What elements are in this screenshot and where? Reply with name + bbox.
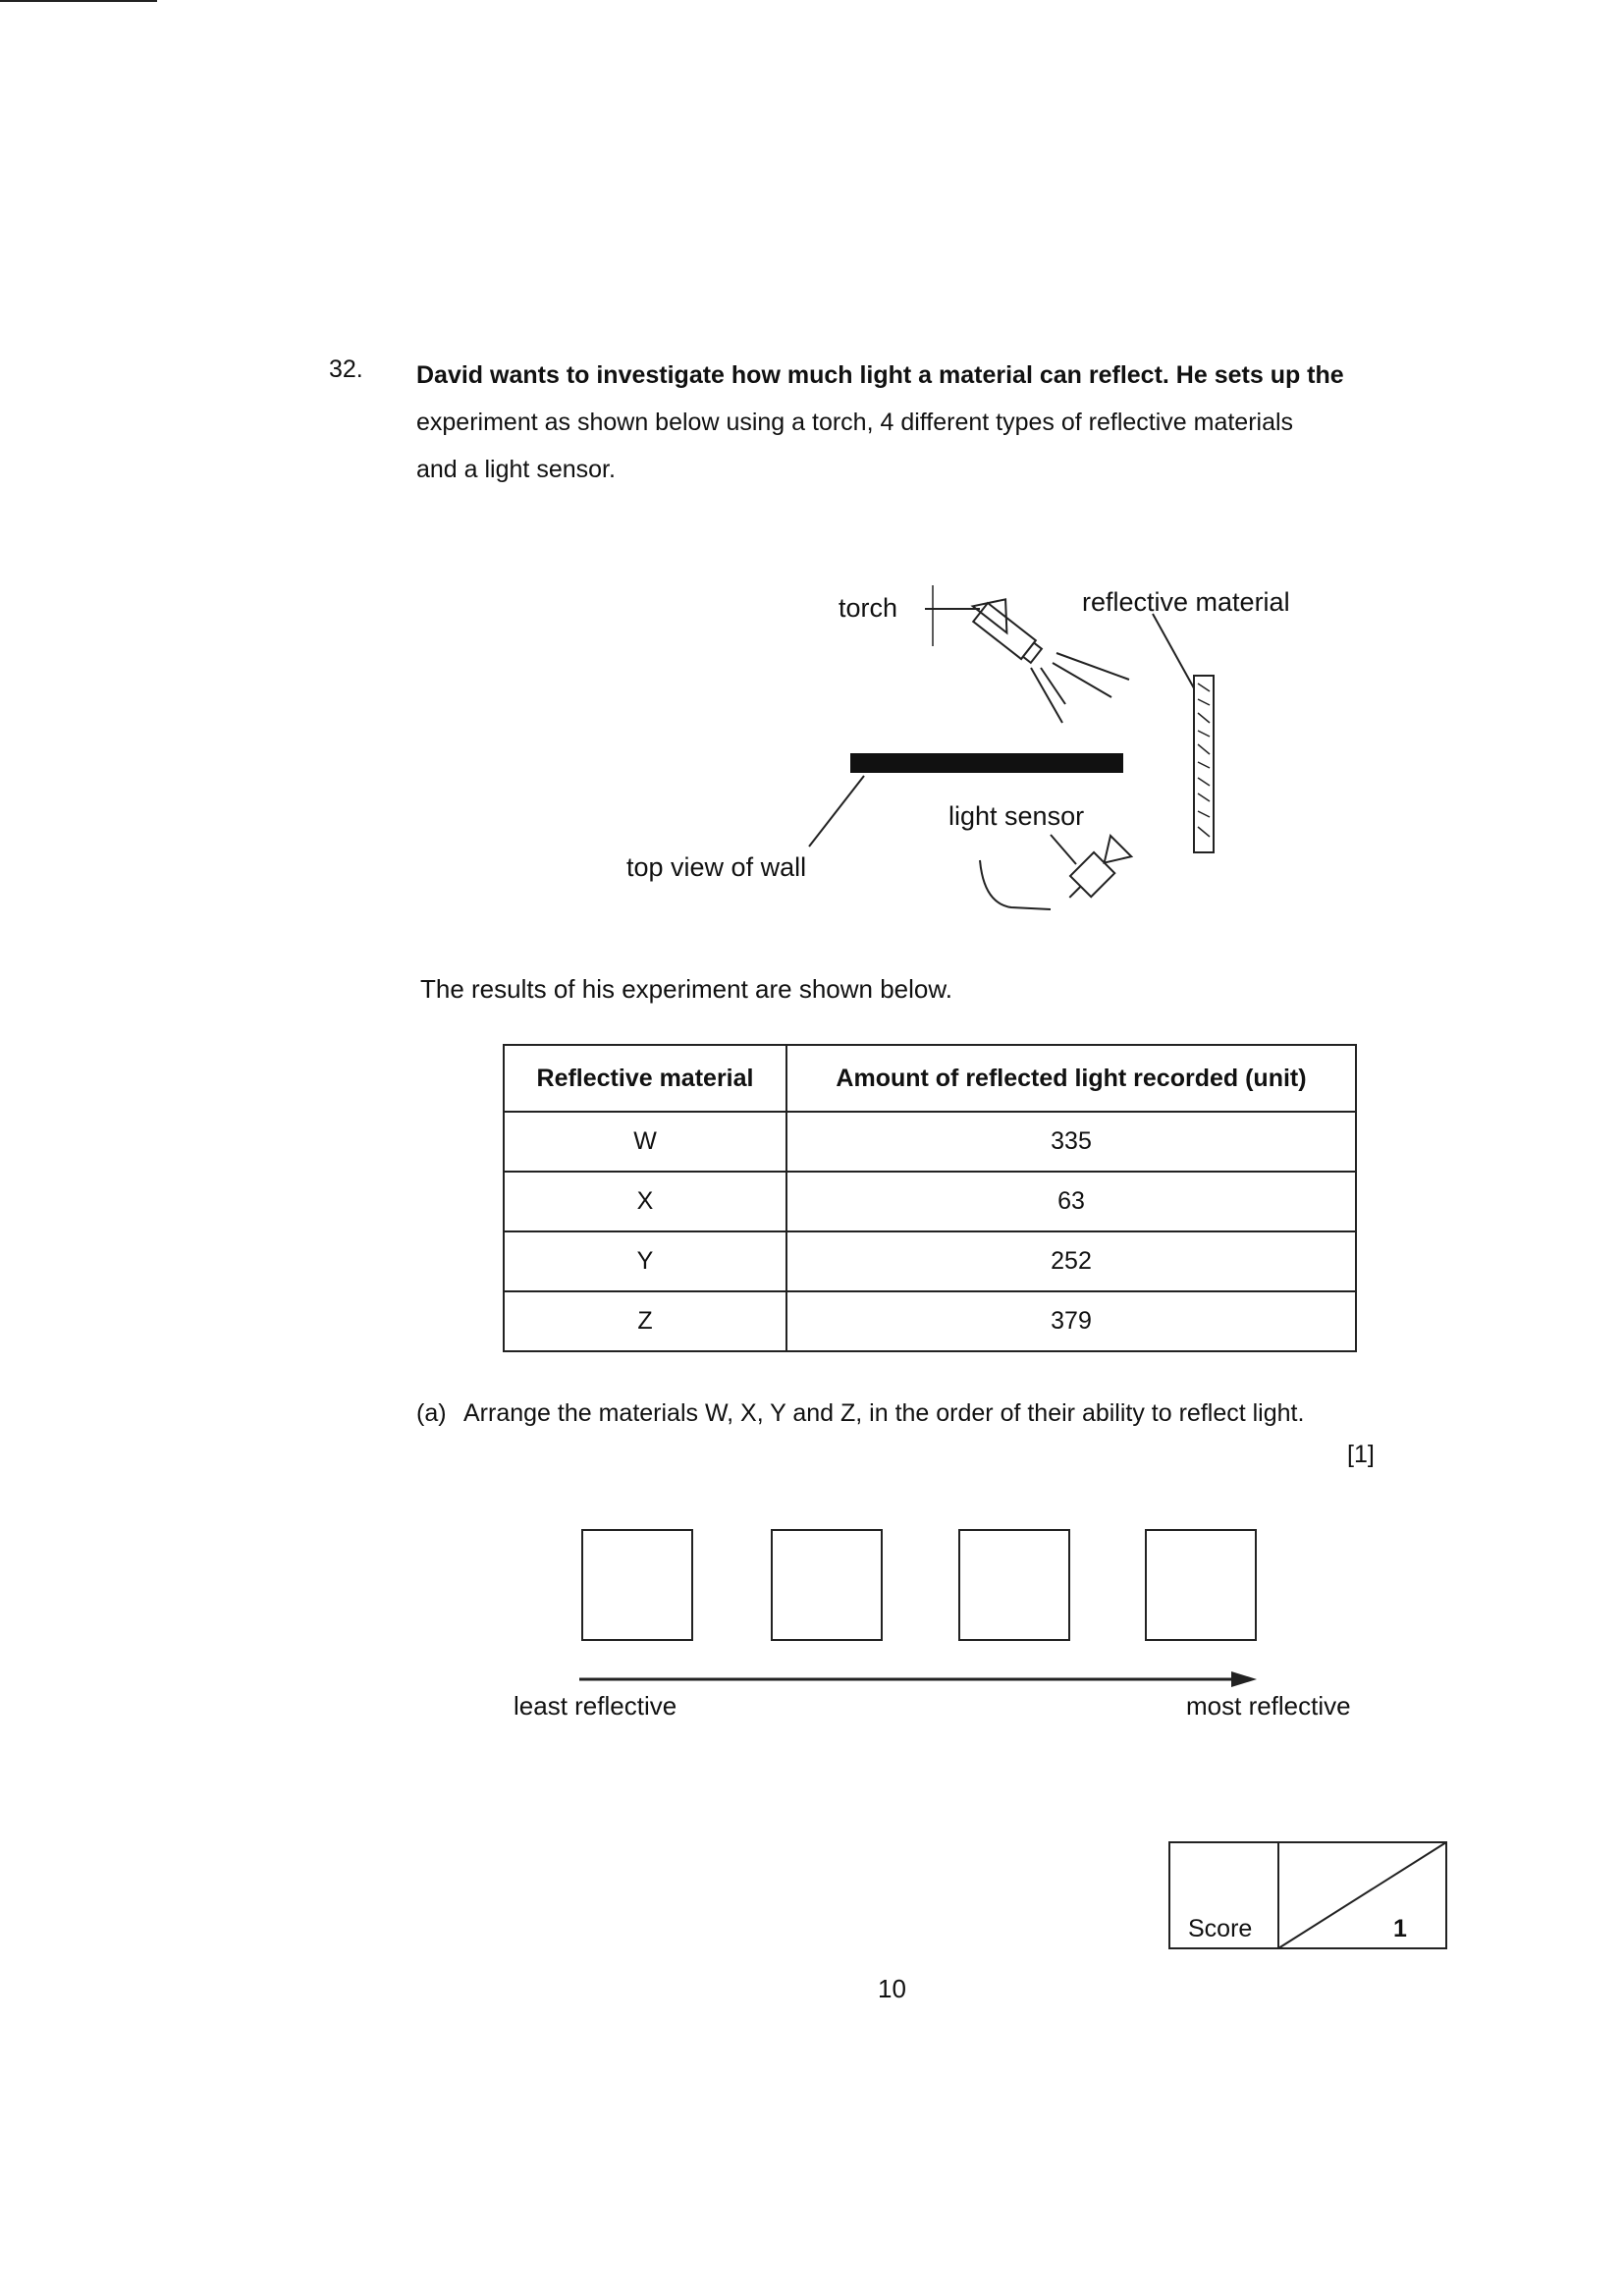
torch-icon [965,586,1052,665]
results-table [503,1044,1357,1352]
sensor-pointer-line [1051,835,1076,864]
top-rule [0,0,157,2]
light-ray [1053,663,1111,697]
material-cell: W [504,1112,786,1172]
material-cell: X [504,1172,786,1231]
reflective-material-label: reflective material [1082,587,1290,617]
experiment-diagram-drawing [609,570,1355,943]
header-material: Reflective material [504,1045,786,1112]
table-header-row [504,1045,1356,1112]
amount-cell: 252 [786,1231,1356,1291]
question-line-1: David wants to investigate how much light a material can reflect. He sets up the [416,361,1344,389]
score-label: Score [1188,1915,1253,1942]
question-line-2: experiment as shown below using a torch, 4 different types of reflective materials [416,409,1294,436]
table-row [504,1172,1356,1231]
amount-cell: 63 [786,1172,1356,1231]
most-reflective-label: most reflective [1186,1691,1351,1721]
reflective-leader-line [1153,614,1198,695]
wall-top-view [850,753,1123,773]
results-intro: The results of his experiment are shown below. [420,974,952,1004]
reflectivity-arrow [579,1669,1257,1689]
light-sensor-label: light sensor [948,801,1085,831]
part-a-marks: [1] [1347,1441,1375,1468]
wall-label: top view of wall [626,852,807,882]
answer-box-2[interactable] [771,1529,883,1641]
answer-box-3[interactable] [958,1529,1070,1641]
table-row [504,1112,1356,1172]
page-number: 10 [878,1974,906,2003]
question-text [416,352,1457,493]
score-max: 1 [1393,1915,1407,1942]
part-a-label: (a) [416,1399,447,1427]
least-reflective-label: least reflective [514,1691,677,1721]
light-ray [1041,668,1065,704]
torch-label: torch [839,593,898,623]
table-row [504,1291,1356,1351]
wall-leader-line [809,776,864,847]
experiment-diagram [609,570,1355,943]
light-sensor-icon [1059,836,1132,908]
table-row [504,1231,1356,1291]
material-cell: Y [504,1231,786,1291]
question-line-3: and a light sensor. [416,456,616,483]
header-amount: Amount of reflected light recorded (unit) [786,1045,1356,1112]
answer-box-1[interactable] [581,1529,693,1641]
amount-cell: 335 [786,1112,1356,1172]
amount-cell: 379 [786,1291,1356,1351]
material-cell: Z [504,1291,786,1351]
answer-box-4[interactable] [1145,1529,1257,1641]
part-a-text: Arrange the materials W, X, Y and Z, in the order of their ability to reflect light. [463,1399,1305,1427]
light-ray [1056,653,1129,680]
question-number: 32. [329,355,363,383]
sensor-leader-line [980,860,1051,909]
